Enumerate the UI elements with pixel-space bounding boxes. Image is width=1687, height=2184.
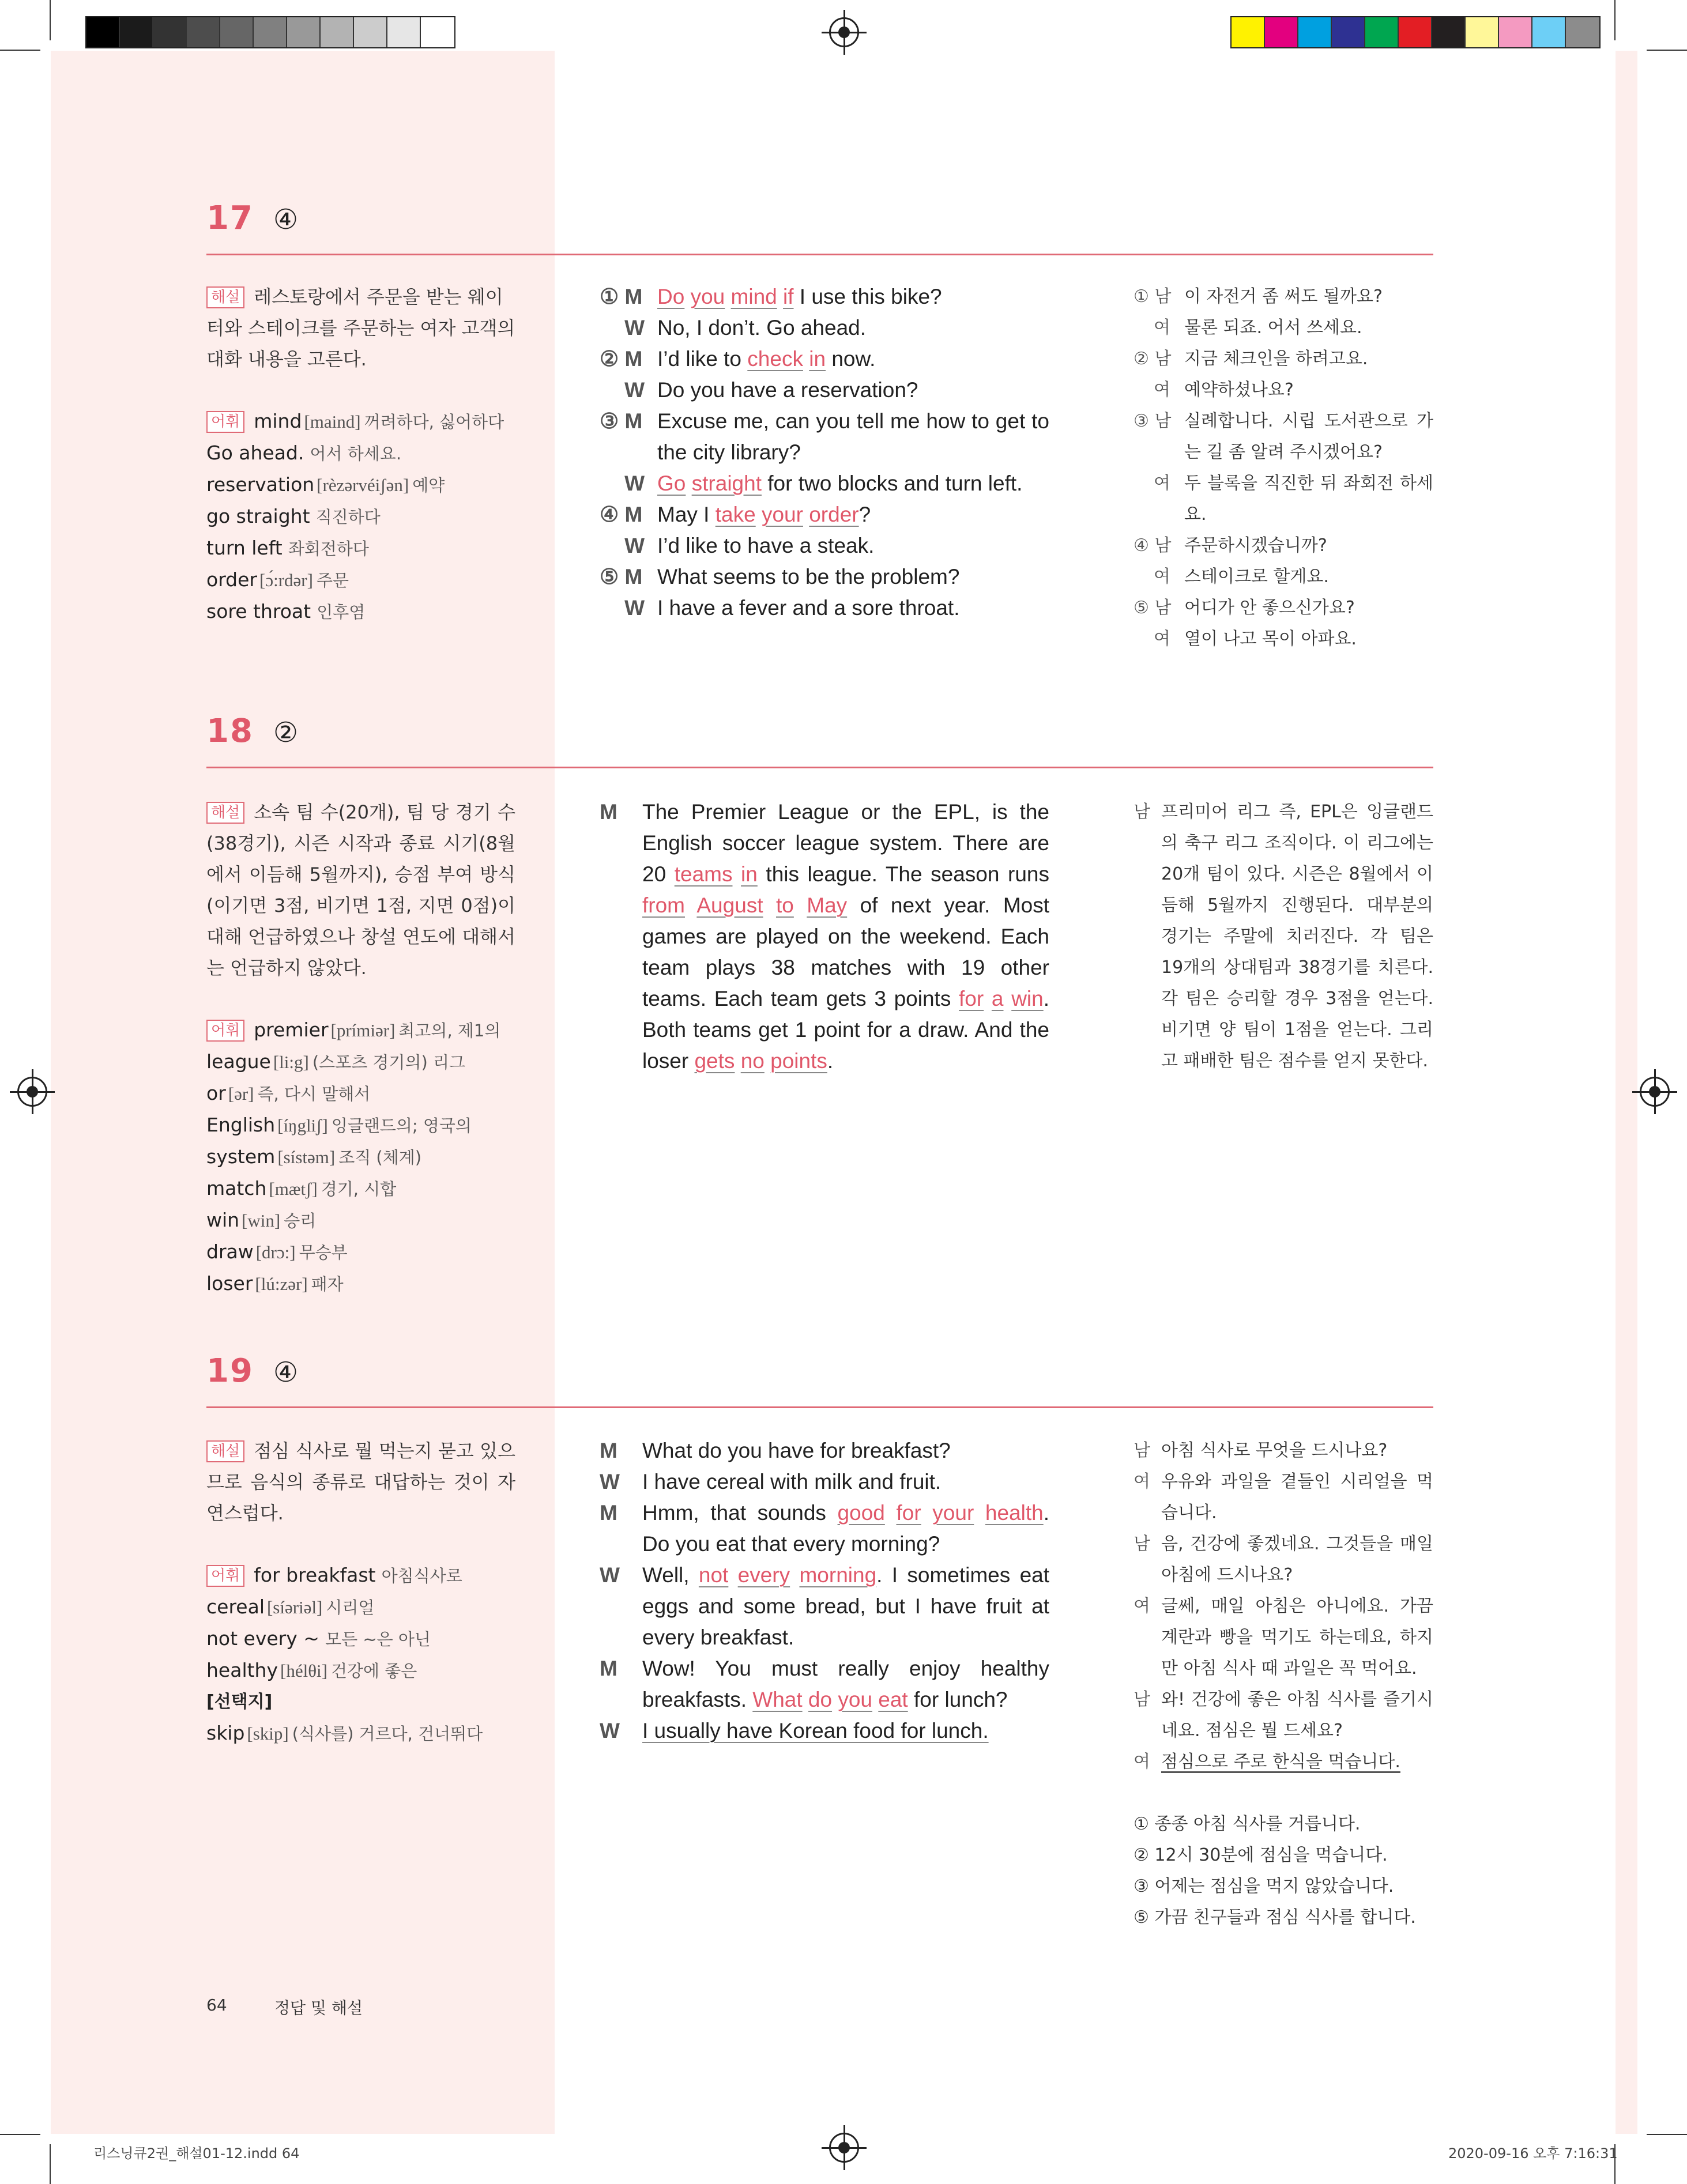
vocab-meaning: 경기, 시합 — [321, 1179, 397, 1199]
vocab-meaning: 승리 — [284, 1211, 317, 1231]
choices-label: [선택지] — [206, 1692, 273, 1712]
vocab-meaning: 인후염 — [317, 602, 366, 622]
color-swatch — [1432, 17, 1466, 47]
vocab-word: draw — [206, 1240, 254, 1263]
color-swatch — [187, 17, 220, 47]
explanation-text: 소속 팀 수(20개), 팀 당 경기 수(38경기), 시즌 시작과 종료 시기(8월에서 이듬해 5월까지), 승점 부여 방식(이기면 3점, 비기면 1점, 지면 0점)이 대해 언급하였으나 창설 연도에 대해서는 언급하지 않았다. — [206, 801, 515, 979]
vocab-word: league — [206, 1050, 271, 1073]
vocab-meaning: 모든 ~은 아닌 — [325, 1629, 431, 1649]
process-color-bar — [1230, 16, 1601, 48]
dialogue-line: ③ M Excuse me, can you tell me how to get to the city library? — [600, 409, 1049, 464]
vocabulary-list — [206, 406, 515, 628]
dialogue-line: ④ M May I take your order? — [600, 503, 871, 526]
vocab-word: win — [206, 1209, 240, 1231]
vocab-phonetic: [win] — [242, 1210, 281, 1231]
color-swatch — [287, 17, 321, 47]
translation-line: 여 두 블록을 직진한 뒤 좌회전 하세요. — [1154, 473, 1433, 525]
dialogue-line: W I’d like to have a steak. — [624, 534, 875, 557]
vocabulary-item — [206, 406, 515, 437]
question-number: 18 — [206, 712, 254, 750]
vocab-phonetic: [sístəm] — [277, 1147, 336, 1167]
answer-mark: ② — [273, 716, 298, 749]
vocab-phonetic: [lú:zər] — [255, 1274, 308, 1294]
registration-mark-top — [829, 17, 859, 47]
vocabulary-item — [206, 1591, 515, 1623]
dialogue-line: W Do you have a reservation? — [624, 378, 918, 402]
vocab-meaning: 어서 하세요. — [310, 444, 402, 463]
vocab-meaning: 건강에 좋은 — [330, 1661, 417, 1681]
vocabulary-item — [206, 1236, 515, 1268]
vocab-meaning: 패자 — [311, 1274, 344, 1294]
translation-paragraph: 남 프리미어 리그 즉, EPL은 잉글랜드의 축구 리그 조직이다. 이 리그에는 20개 팀이 있다. 시즌은 8월에서 이듬해 5월까지 진행된다. 대부분의 경기는 주말에 치러진다. 각 팀은 19개의 상대팀과 38경기를 치른다. 각 팀은 승리할 경우 3점을 얻는다. 비기면 양 팀이 1점을 얻는다. 그리고 패배한 팀은 점수를 얻지 못한다. — [1134, 802, 1433, 1071]
vocabulary-item — [206, 1560, 515, 1591]
color-swatch — [1332, 17, 1365, 47]
translation-line: 여 물론 되죠. 어서 쓰세요. — [1154, 318, 1362, 338]
color-swatch — [1399, 17, 1432, 47]
crop-mark — [50, 0, 51, 40]
color-swatch — [321, 17, 354, 47]
vocabulary-item: skip [skip] (식사를) 거르다, 건너뛰다 — [206, 1722, 483, 1744]
translation-line: 여 스테이크로 할게요. — [1154, 567, 1329, 587]
q18-translation — [1134, 797, 1433, 1077]
explanation-tag: 해설 — [206, 1440, 244, 1462]
vocabulary-tag: 어휘 — [206, 411, 244, 433]
q17-explanation-column — [206, 281, 515, 628]
vocab-meaning: 직진하다 — [315, 507, 381, 527]
answer-options — [1134, 1809, 1433, 1933]
dialogue-line: W Go straight for two blocks and turn left. — [624, 471, 1023, 495]
vocab-word: Go ahead. — [206, 442, 304, 464]
crop-mark — [1647, 2134, 1687, 2135]
q17-dialogue — [600, 281, 1049, 624]
color-swatch — [220, 17, 254, 47]
vocabulary-item — [206, 469, 515, 501]
vocab-word: not every ~ — [206, 1627, 319, 1650]
color-swatch — [86, 17, 120, 47]
vocabulary-tag: 어휘 — [206, 1020, 244, 1042]
dialogue-line: ① M Do you mind if I use this bike? — [600, 285, 942, 308]
answer-mark: ④ — [273, 203, 298, 236]
vocabulary-tag: 어휘 — [206, 1565, 244, 1587]
dialogue-line: M Wow! You must really enjoy healthy breakfasts. What do you eat for lunch? — [600, 1657, 1049, 1711]
translation-line: 여 예약하셨나요? — [1154, 380, 1294, 400]
vocabulary-list — [206, 1014, 515, 1300]
q19-explanation-column — [206, 1435, 515, 1749]
vocab-meaning: 시리얼 — [326, 1598, 375, 1617]
vocab-word: cereal — [206, 1595, 265, 1618]
vocab-meaning: 꺼려하다, 싫어하다 — [364, 412, 504, 432]
vocab-word: sore throat — [206, 600, 311, 623]
vocab-phonetic: [íŋgliʃ] — [277, 1115, 328, 1136]
vocab-meaning: 잉글랜드의; 영국의 — [331, 1116, 472, 1136]
vocabulary-item — [206, 1205, 515, 1236]
color-swatch — [1499, 17, 1532, 47]
q18-explanation-column — [206, 797, 515, 1300]
vocab-meaning: 좌회전하다 — [288, 539, 369, 559]
vocab-meaning: 최고의, 제1의 — [398, 1021, 501, 1040]
registration-mark-right — [1640, 1077, 1670, 1107]
vocab-phonetic: [síəriəl] — [266, 1597, 323, 1617]
crop-mark — [50, 2144, 51, 2184]
translation-line: ⑤ 남 어디가 안 좋으신가요? — [1134, 598, 1355, 618]
explanation-text: 점심 식사로 뭘 먹는지 묻고 있으므로 음식의 종류로 대답하는 것이 자연스럽다. — [206, 1440, 515, 1524]
file-slug: 리스닝큐2권_해설01-12.indd 64 — [93, 2145, 300, 2162]
translation-line: 여 점심으로 주로 한식을 먹습니다. — [1134, 1752, 1400, 1772]
color-swatch — [1466, 17, 1499, 47]
vocab-word: mind — [254, 410, 302, 432]
vocabulary-item — [206, 1655, 515, 1687]
vocab-word: loser — [206, 1272, 253, 1295]
answer-option: ③ 어제는 점심을 먹지 않았습니다. — [1134, 1876, 1394, 1896]
translation-line: 남 와! 건강에 좋은 아침 식사를 즐기시네요. 점심은 뭘 드세요? — [1134, 1689, 1433, 1741]
color-swatch — [1298, 17, 1332, 47]
vocab-meaning: 무승부 — [299, 1243, 348, 1262]
color-swatch — [153, 17, 187, 47]
vocab-meaning: 조직 (체계) — [338, 1148, 422, 1167]
dialogue-line: W Well, not every morning. I sometimes eat eggs and some bread, but I have fruit at every breakfast. — [600, 1563, 1049, 1649]
dialogue-line: M Hmm, that sounds good for your health. Do you eat that every morning? — [600, 1501, 1049, 1556]
vocab-word: premier — [254, 1019, 329, 1041]
dialogue-line: W I have a fever and a sore throat. — [624, 596, 960, 620]
question-18-header — [206, 712, 298, 759]
vocab-phonetic: [mætʃ] — [269, 1179, 318, 1199]
vocab-word: or — [206, 1082, 226, 1104]
question-divider — [206, 1406, 1433, 1408]
answer-option: ① 종종 아침 식사를 거릅니다. — [1134, 1814, 1361, 1834]
translation-line: 여 글쎄, 매일 아침은 아니에요. 가끔 계란과 빵을 먹기도 하는데요, 하지만 아침 식사 때 과일은 꼭 먹어요. — [1134, 1596, 1433, 1678]
q19-translation — [1134, 1435, 1433, 1933]
explanation-text: 레스토랑에서 주문을 받는 웨이터와 스테이크를 주문하는 여자 고객의 대화 내용을 고른다. — [206, 286, 515, 370]
section-title: 정답 및 해설 — [274, 1998, 363, 2017]
monologue-paragraph: M The Premier League or the EPL, is the English soccer league system. There are 20 teams in this league. The season runs from August to May of next year. Most games are played on the weekend. Each team plays 38 matches with 19 other teams. Each team gets 3 points for a win. Both teams get 1 point for a draw. And the loser gets no points. — [600, 800, 1050, 1073]
vocabulary-item — [206, 1141, 515, 1173]
color-swatch — [354, 17, 387, 47]
vocab-meaning: 주문 — [316, 571, 349, 590]
crop-mark — [1614, 0, 1616, 40]
vocab-word: healthy — [206, 1659, 278, 1681]
vocab-meaning: 예약 — [412, 476, 445, 495]
explanation-block — [206, 797, 515, 983]
q18-monologue — [600, 797, 1049, 1077]
vocab-phonetic: [prímiər] — [330, 1020, 396, 1040]
vocab-phonetic: [ər] — [228, 1084, 254, 1104]
vocab-word: match — [206, 1177, 267, 1199]
registration-mark-bottom — [829, 2133, 859, 2163]
registration-mark-left — [17, 1077, 47, 1107]
translation-line: ③ 남 실례합니다. 시립 도서관으로 가는 길 좀 알려 주시겠어요? — [1134, 411, 1433, 462]
vocabulary-item — [206, 1623, 515, 1655]
question-number: 19 — [206, 1352, 254, 1390]
vocab-word: turn left — [206, 537, 283, 559]
crop-mark — [0, 50, 40, 51]
answer-mark: ④ — [273, 1356, 298, 1389]
translation-line: ④ 남 주문하시겠습니까? — [1134, 535, 1327, 556]
question-19-header — [206, 1352, 298, 1398]
color-swatch — [387, 17, 421, 47]
vocabulary-item — [206, 1046, 515, 1078]
crop-mark — [1647, 50, 1687, 51]
translation-line: 여 우유와 과일을 곁들인 시리얼을 먹습니다. — [1134, 1472, 1433, 1523]
q17-translation — [1134, 281, 1433, 655]
dialogue-line: W No, I don’t. Go ahead. — [624, 316, 867, 340]
color-swatch — [254, 17, 287, 47]
question-divider — [206, 767, 1433, 768]
vocab-phonetic: [maind] — [304, 412, 361, 432]
dialogue-line: M What do you have for breakfast? — [600, 1439, 951, 1462]
explanation-block — [206, 1435, 515, 1529]
vocab-phonetic: [rèzərvéiʃən] — [317, 475, 409, 495]
answer-option: ② 12시 30분에 점심을 먹습니다. — [1134, 1845, 1388, 1865]
explanation-tag: 해설 — [206, 286, 244, 308]
vocab-meaning: 아침식사로 — [381, 1566, 462, 1586]
question-number: 17 — [206, 199, 254, 237]
vocabulary-item — [206, 1268, 515, 1300]
dialogue-line: ② M I’d like to check in now. — [600, 347, 876, 371]
vocab-phonetic: [li:g] — [273, 1052, 309, 1072]
color-swatch — [1232, 17, 1265, 47]
question-17-header — [206, 199, 298, 246]
translation-line: ① 남 이 자전거 좀 써도 될까요? — [1134, 286, 1383, 307]
vocabulary-item — [206, 1173, 515, 1205]
vocab-meaning: 즉, 다시 말해서 — [257, 1084, 371, 1104]
print-timestamp: 2020-09-16 오후 7:16:31 — [1448, 2145, 1618, 2162]
dialogue-line: ⑤ M What seems to be the problem? — [600, 565, 960, 589]
vocabulary-item — [206, 596, 515, 628]
grayscale-color-bar — [85, 16, 455, 48]
translation-line: 남 음, 건강에 좋겠네요. 그것들을 매일 아침에 드시나요? — [1134, 1534, 1433, 1585]
vocabulary-item — [206, 1014, 515, 1046]
color-swatch — [1365, 17, 1399, 47]
translation-line: 여 열이 나고 목이 아파요. — [1154, 629, 1357, 649]
explanation-tag: 해설 — [206, 802, 244, 824]
q19-dialogue — [600, 1435, 1049, 1747]
vocab-word: system — [206, 1145, 276, 1168]
answer-option: ⑤ 가끔 친구들과 점심 식사를 합니다. — [1134, 1907, 1416, 1927]
crop-mark — [0, 2134, 40, 2135]
color-swatch — [120, 17, 153, 47]
dialogue-line: W I have cereal with milk and fruit. — [600, 1470, 942, 1493]
dialogue-line: W I usually have Korean food for lunch. — [600, 1719, 989, 1742]
vocab-word: reservation — [206, 473, 315, 496]
translation-line: ② 남 지금 체크인을 하려고요. — [1134, 349, 1368, 369]
vocabulary-item — [206, 437, 515, 469]
vocabulary-item — [206, 533, 515, 564]
vocab-word: English — [206, 1114, 276, 1136]
vocab-meaning: (스포츠 경기의) 리그 — [312, 1053, 466, 1072]
vocabulary-item — [206, 564, 515, 596]
page-number: 64 — [206, 1996, 227, 2015]
vocab-word: for breakfast — [254, 1564, 376, 1586]
vocab-word: order — [206, 568, 257, 591]
color-swatch — [1265, 17, 1298, 47]
vocab-phonetic: [hélθi] — [280, 1661, 327, 1681]
vocabulary-list — [206, 1560, 515, 1687]
vocabulary-item — [206, 1078, 515, 1110]
vocab-phonetic: [ɔ́:rdər] — [259, 570, 313, 590]
color-swatch — [421, 17, 454, 47]
vocab-word: go straight — [206, 505, 310, 527]
vocabulary-item — [206, 1110, 515, 1141]
explanation-block — [206, 281, 515, 375]
question-divider — [206, 254, 1433, 255]
color-swatch — [1566, 17, 1599, 47]
vocabulary-item — [206, 501, 515, 533]
translation-line: 남 아침 식사로 무엇을 드시나요? — [1134, 1440, 1388, 1461]
vocab-phonetic: [drɔ:] — [255, 1242, 296, 1262]
color-swatch — [1532, 17, 1566, 47]
